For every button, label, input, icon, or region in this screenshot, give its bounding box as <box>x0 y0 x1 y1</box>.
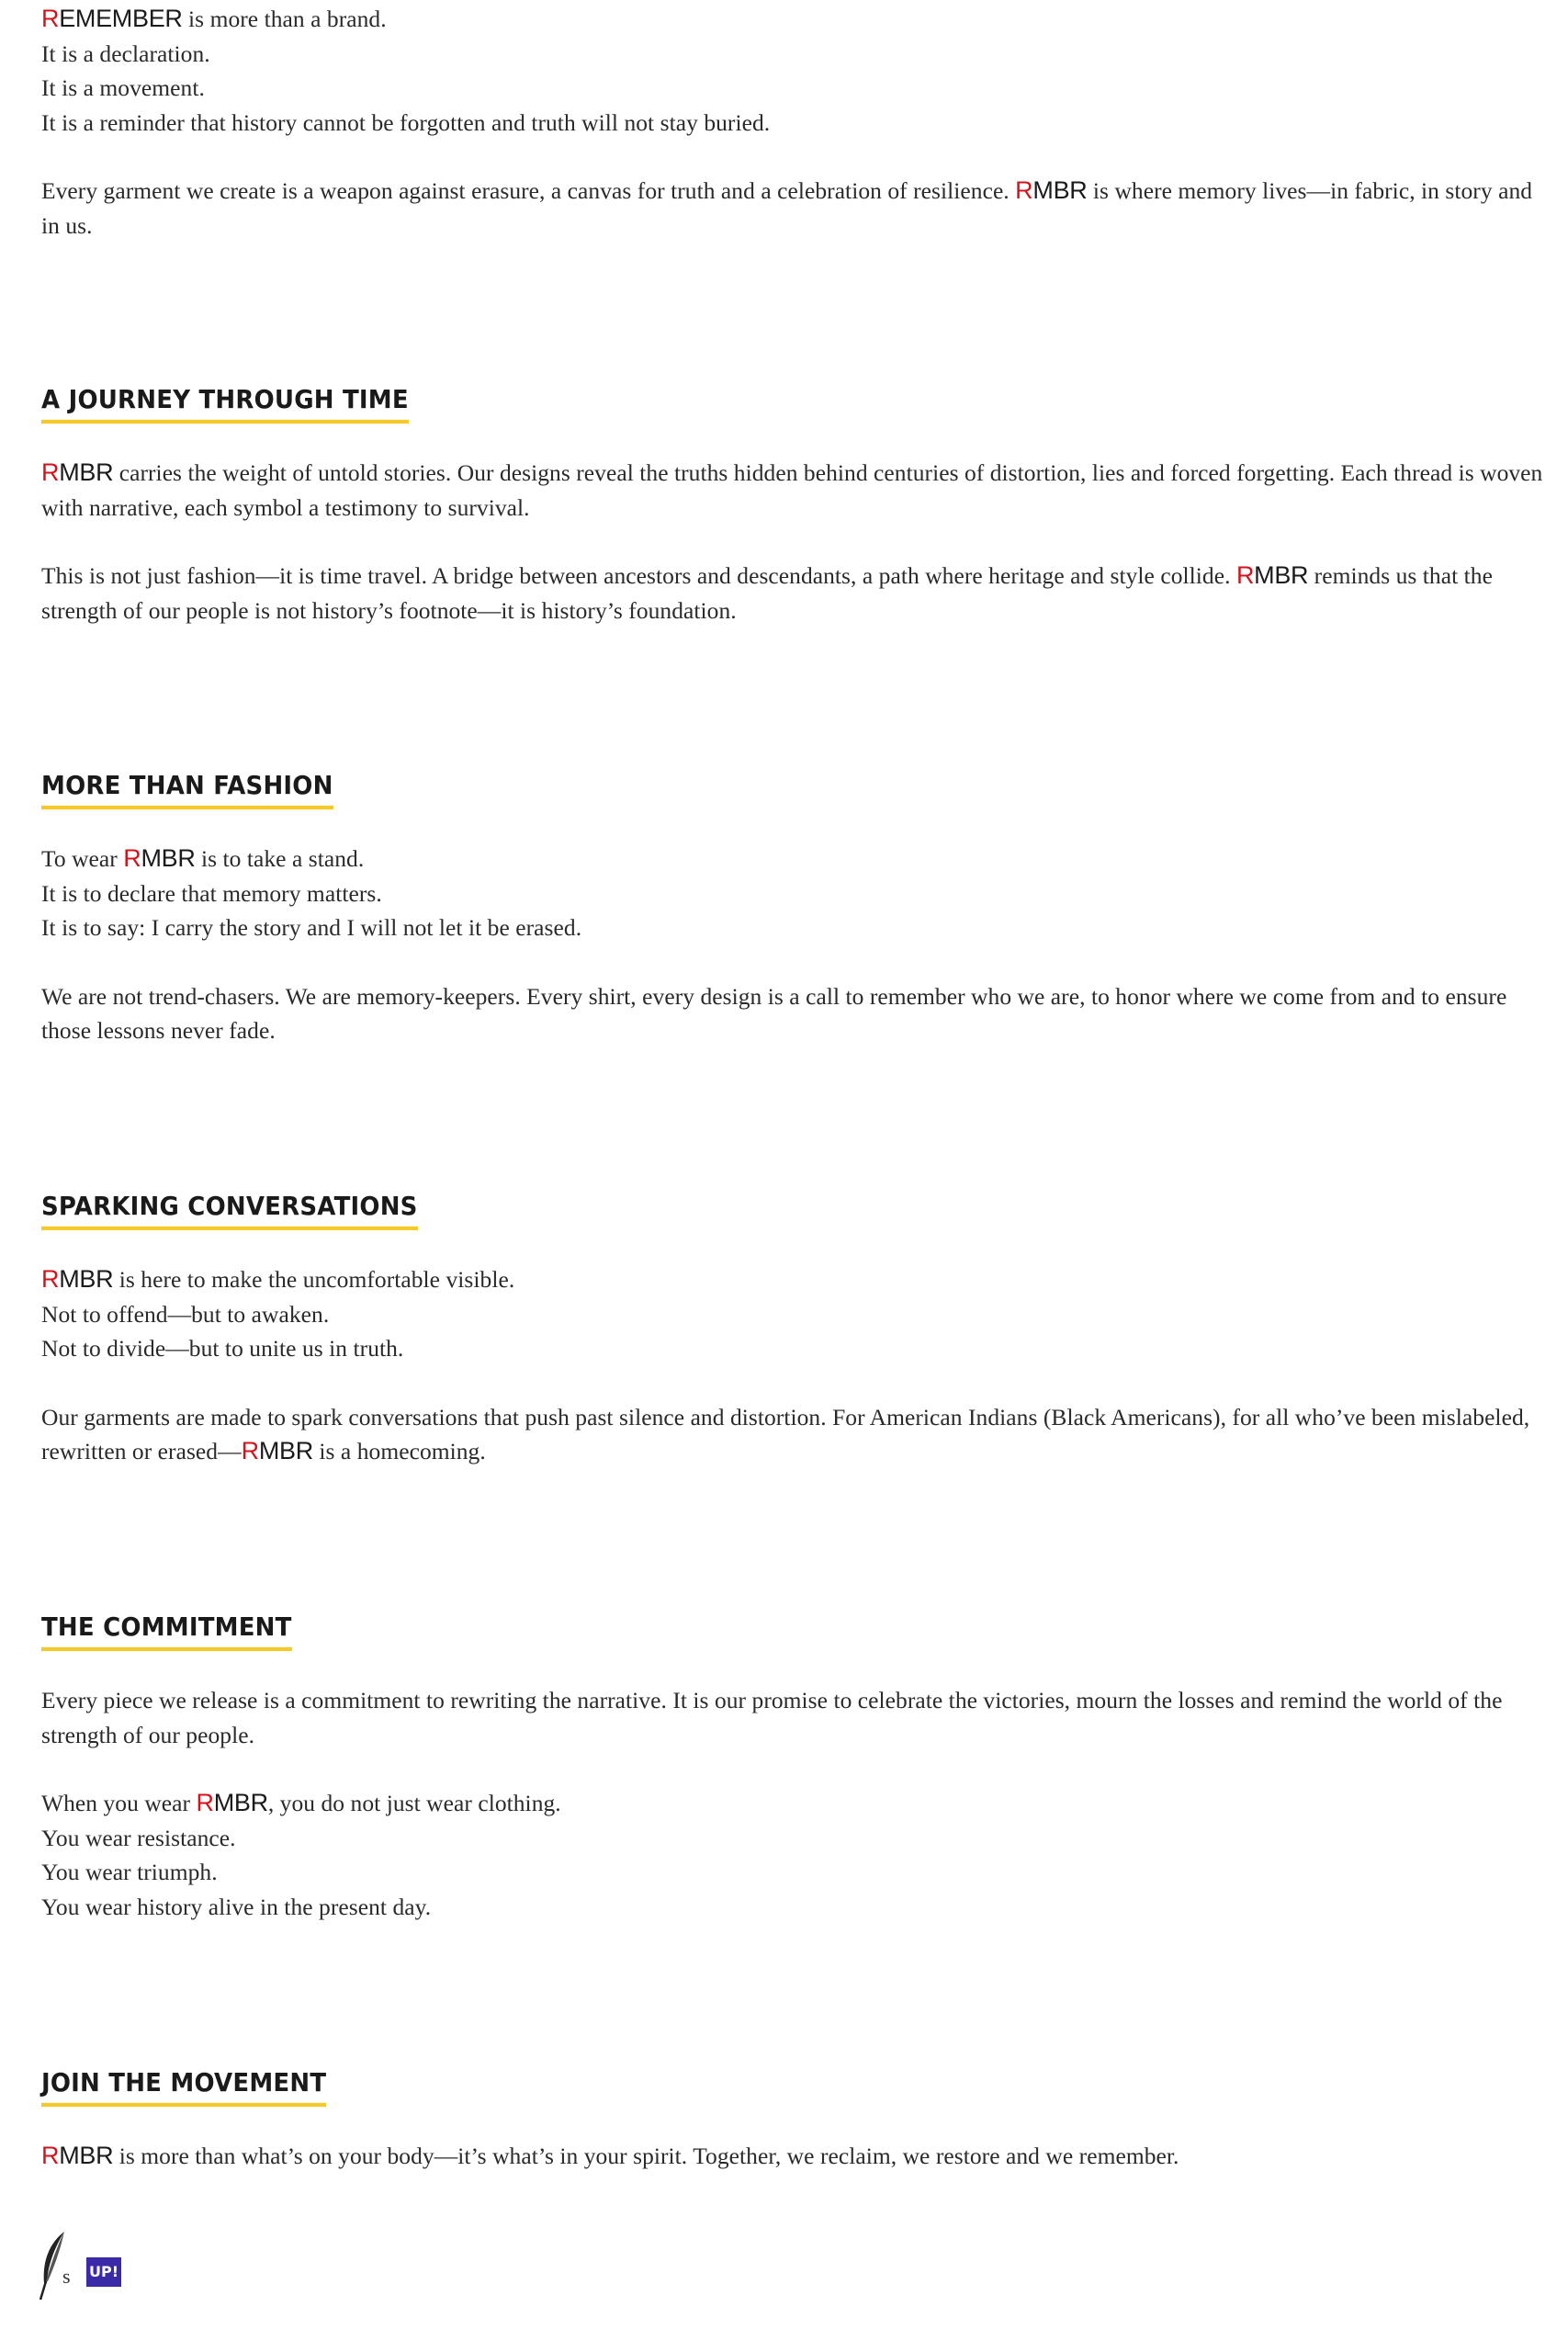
intro-section <box>41 2 1548 243</box>
journey-section <box>41 384 409 422</box>
fashion-paragraph-1: To wear RMBR is to take a stand. It is to declare that memory matters. It is to say: I carry the story and I will not let it be erased. <box>41 844 582 941</box>
brand-wordmark: RMBR <box>123 844 196 872</box>
section-heading: MORE THAN FASHION <box>41 770 333 809</box>
footer-logo[interactable] <box>37 2230 129 2303</box>
section-heading: A JOURNEY THROUGH TIME <box>41 384 409 424</box>
fashion-body <box>41 842 1548 1048</box>
intro-paragraph-2: Every garment we create is a weapon against erasure, a canvas for truth and a celebration of resilience. RMBR is where memory lives—in fabric, in story and in us. <box>41 176 1533 239</box>
join-section <box>41 2067 326 2105</box>
brand-wordmark-full: REMEMBER <box>41 5 183 32</box>
sparking-body <box>41 1262 1548 1469</box>
journey-paragraph-1: RMBR carries the weight of untold stories. Our designs reveal the truths hidden behind centuries of distortion, lies and forced forgetting. Each thread is woven with narrative, each symbol a testimony to survival. <box>41 458 1543 521</box>
section-heading: JOIN THE MOVEMENT <box>41 2067 326 2107</box>
sparking-paragraph-2: Our garments are made to spark conversations that push past silence and distortion. For American Indians (Black Americans), for all who’ve been mislabeled, rewritten or erased—RMBR is a homecoming. <box>41 1403 1530 1464</box>
up-badge: UP! <box>86 2257 121 2287</box>
intro-paragraph-1: REMEMBER is more than a brand. It is a declaration. It is a movement. It is a reminder that history cannot be forgotten and truth will not stay buried. <box>41 5 771 136</box>
brand-wordmark: RMBR <box>41 458 114 486</box>
brand-wordmark: RMBR <box>1235 561 1309 589</box>
section-heading: THE COMMITMENT <box>41 1611 292 1651</box>
brand-wordmark: RMBR <box>41 1265 114 1293</box>
join-paragraph-1: RMBR is more than what’s on your body—it’s what’s in your spirit. Together, we reclaim, we restore and we remember. <box>41 2142 1179 2169</box>
sparking-section <box>41 1191 418 1228</box>
journey-body <box>41 456 1548 628</box>
brand-wordmark: RMBR <box>196 1789 268 1816</box>
brand-wordmark: RMBR <box>41 2142 114 2169</box>
commitment-paragraph-1: Every piece we release is a commitment to rewriting the narrative. It is our promise to celebrate the victories, mourn the losses and remind the world of the strength of our people. <box>41 1687 1503 1748</box>
footer-possessive: s <box>62 2265 71 2288</box>
journey-paragraph-2: This is not just fashion—it is time travel. A bridge between ancestors and descendants, a path where heritage and style collide. RMBR reminds us that the strength of our people is not history’s footnote—it is history’s foundation. <box>41 561 1493 624</box>
fashion-section <box>41 770 333 808</box>
commitment-body <box>41 1683 1548 1924</box>
brand-wordmark: RMBR <box>241 1437 313 1464</box>
section-heading: SPARKING CONVERSATIONS <box>41 1191 418 1230</box>
fashion-paragraph-2: We are not trend-chasers. We are memory-keepers. Every shirt, every design is a call to remember who we are, to honor where we come from and to ensure those lessons never fade. <box>41 982 1507 1044</box>
sparking-paragraph-1: RMBR is here to make the uncomfortable visible. Not to offend—but to awaken. Not to divide—but to unite us in truth. <box>41 1265 515 1362</box>
brand-wordmark: RMBR <box>1015 176 1088 204</box>
commitment-paragraph-2: When you wear RMBR, you do not just wear clothing. You wear resistance. You wear triumph. You wear history alive in the present day. <box>41 1789 561 1920</box>
commitment-section <box>41 1611 292 1649</box>
join-body <box>41 2139 1179 2174</box>
